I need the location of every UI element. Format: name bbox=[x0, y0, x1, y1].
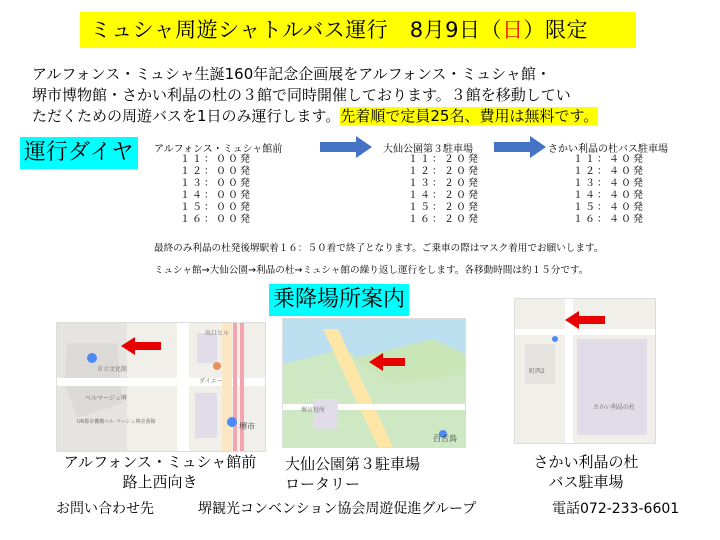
timetable-note-2: ミュシャ館→大仙公園→利晶の杜→ミュシャ館の繰り返し運行をします。各移動時間は約１５分です。 bbox=[154, 265, 589, 276]
time-cell: １６：２０発 bbox=[408, 214, 480, 225]
map-daisen-park bbox=[282, 318, 466, 448]
map-3-text: さかい利晶の杜 bbox=[593, 404, 636, 411]
contact-label: お問い合わせ先 bbox=[56, 501, 154, 517]
red-arrow-icon bbox=[369, 353, 405, 371]
intro-paragraph bbox=[32, 64, 712, 127]
intro-line-3-highlight: 先着順で定員25名、費用は無料です。 bbox=[340, 107, 599, 125]
location-label-line: さかい利晶の杜 bbox=[533, 453, 639, 471]
contact-org: 堺観光コンベンション協会周遊促進グループ bbox=[198, 501, 477, 517]
arrow-right-icon bbox=[320, 136, 372, 158]
map-1-text: 出口ヒル bbox=[205, 330, 230, 337]
time-cell: １３：２０発 bbox=[408, 178, 480, 189]
stop-1-times bbox=[170, 154, 252, 226]
map-1-text: 堺市 bbox=[239, 422, 255, 431]
location-label-line: 路上西向き bbox=[122, 473, 198, 491]
location-label-line: ロータリー bbox=[285, 475, 361, 493]
map-mucha-museum bbox=[56, 322, 266, 452]
stop-2-times bbox=[398, 154, 480, 226]
intro-line-1: アルフォンス・ミュシャ生誕160年記念企画展をアルフォンス・ミュシャ館・ bbox=[32, 65, 551, 83]
stop-2-name: 大仙公園第３駐車場 bbox=[383, 144, 473, 155]
location-label-line: 大仙公園第３駐車場 bbox=[285, 455, 421, 473]
stop-3-times bbox=[563, 154, 645, 226]
title-suffix: ）限定 bbox=[523, 18, 588, 42]
map-1-text: ダイエー bbox=[199, 378, 223, 385]
location-label-line: アルフォンス・ミュシャ館前 bbox=[63, 453, 257, 471]
page-title bbox=[80, 12, 636, 48]
contact-phone: 電話072-233-6601 bbox=[552, 501, 680, 517]
time-cell: １２：２０発 bbox=[408, 166, 480, 177]
title-day: 日 bbox=[502, 18, 524, 42]
map-1-text: ベルマージュ堺 bbox=[85, 395, 127, 402]
location-3-label bbox=[516, 452, 656, 492]
time-cell: １１：２０発 bbox=[408, 154, 480, 165]
intro-line-3-plain: ただくための周遊バスを1日のみ運行します。 bbox=[32, 107, 341, 125]
arrow-right-icon bbox=[494, 136, 546, 158]
time-cell: １６：００発 bbox=[180, 214, 252, 225]
map-1-text: UR都市機構ベル マージュ堺壱番館 bbox=[77, 419, 156, 425]
timetable-heading: 運行ダイヤ bbox=[20, 137, 138, 169]
time-cell: １４：２０発 bbox=[408, 190, 480, 201]
time-cell: １２：００発 bbox=[180, 166, 252, 177]
time-cell: １３：００発 bbox=[180, 178, 252, 189]
stop-1-name: アルフォンス・ミュシャ館前 bbox=[154, 144, 283, 155]
boarding-heading: 乗降場所案内 bbox=[269, 284, 409, 316]
time-cell: １３：４０発 bbox=[573, 178, 645, 189]
time-cell: １５：２０発 bbox=[408, 202, 480, 213]
time-cell: １４：００発 bbox=[180, 190, 252, 201]
map-2-image bbox=[283, 319, 465, 447]
intro-line-2: 堺市博物館・さかい利晶の杜の３館で同時開催しております。３館を移動してい bbox=[32, 86, 571, 104]
time-cell: １５：００発 bbox=[180, 202, 252, 213]
red-arrow-icon bbox=[565, 311, 605, 329]
location-label-line: バス駐車場 bbox=[548, 473, 624, 491]
time-cell: １１：４０発 bbox=[573, 154, 645, 165]
time-cell: １６：４０発 bbox=[573, 214, 645, 225]
timetable-note-1: 最終のみ利晶の杜発後堺駅着１６：５０着で終了となります。ご乗車の際はマスク着用でお願いします。 bbox=[154, 243, 604, 254]
location-2-label bbox=[285, 454, 465, 494]
stop-3-name: さかい利晶の杜バス駐車場 bbox=[548, 144, 668, 155]
intro-line-3 bbox=[32, 106, 712, 127]
map-sakai-risho bbox=[514, 298, 656, 444]
map-2-text: 堺市役所 bbox=[301, 407, 326, 414]
map-2-text: 百舌鳥 bbox=[433, 434, 457, 443]
time-cell: １５：４０発 bbox=[573, 202, 645, 213]
time-cell: １１：００発 bbox=[180, 154, 252, 165]
map-3-text: 町西2 bbox=[529, 368, 545, 375]
red-arrow-icon bbox=[121, 337, 161, 355]
map-1-image bbox=[57, 323, 265, 451]
title-prefix: ミュシャ周遊シャトルバス運行 8月9日（ bbox=[90, 18, 502, 42]
time-cell: １２：４０発 bbox=[573, 166, 645, 177]
time-cell: １４：４０発 bbox=[573, 190, 645, 201]
map-1-text: 市立文化館 bbox=[97, 366, 128, 373]
location-1-label bbox=[40, 452, 280, 492]
